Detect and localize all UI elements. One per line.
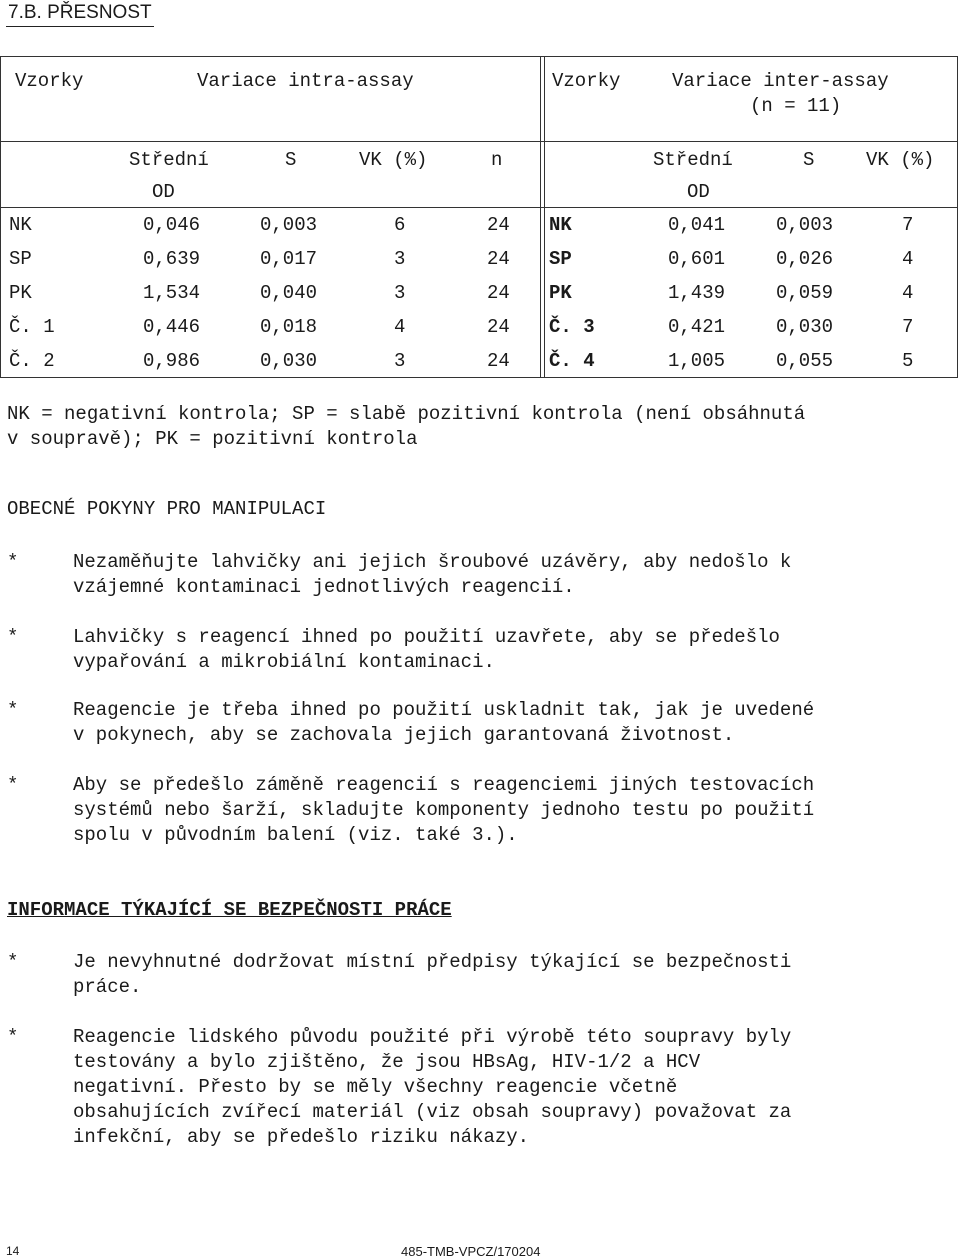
intra-sample: NK xyxy=(9,214,32,236)
inter-s-value: 0,026 xyxy=(776,248,834,270)
legend-line: NK = negativní kontrola; SP = slabě pozitivní kontrola (není obsáhnutá xyxy=(7,403,806,425)
text-line: Reagencie lidského původu použité při výrobě této soupravy byly xyxy=(73,1026,792,1048)
inter-mean-header: Střední xyxy=(653,149,733,171)
intra-s-value: 0,018 xyxy=(260,316,318,338)
intra-n-value: 24 xyxy=(487,214,510,236)
safety-item-text xyxy=(73,950,953,1000)
text-line: Reagencie je třeba ihned po použití uskladnit tak, jak je uvedené xyxy=(73,699,815,721)
safety-item xyxy=(0,950,960,1000)
intra-sample: SP xyxy=(9,248,32,270)
intra-mean-unit: OD xyxy=(152,181,175,203)
inter-s-value: 0,055 xyxy=(776,350,834,372)
intra-mean-value: 0,639 xyxy=(143,248,201,270)
intra-s-value: 0,003 xyxy=(260,214,318,236)
inter-vk-value: 5 xyxy=(902,350,914,372)
text-line: práce. xyxy=(73,976,142,998)
inter-mean-value: 0,601 xyxy=(668,248,726,270)
text-line: spolu v původním balení (viz. také 3.). xyxy=(73,824,518,846)
handling-item xyxy=(0,698,960,748)
text-line: infekční, aby se předešlo riziku nákazy. xyxy=(73,1126,530,1148)
inter-assay-n: (n = 11) xyxy=(750,95,842,117)
text-line: testovány a bylo zjištěno, že jsou HBsAg, HIV-1/2 a HCV xyxy=(73,1051,701,1073)
table-divider xyxy=(1,141,957,142)
right-samples-header: Vzorky xyxy=(552,70,621,92)
inter-vk-header: VK (%) xyxy=(866,149,935,171)
intra-mean-value: 0,986 xyxy=(143,350,201,372)
safety-item xyxy=(0,1025,960,1150)
text-line: v pokynech, aby se zachovala jejich garantovaná životnost. xyxy=(73,724,735,746)
intra-vk-value: 3 xyxy=(394,350,406,372)
intra-vk-value: 6 xyxy=(394,214,406,236)
text-line: vypařování a mikrobiální kontaminaci. xyxy=(73,651,495,673)
handling-item xyxy=(0,773,960,848)
intra-n-value: 24 xyxy=(487,248,510,270)
text-line: Lahvičky s reagencí ihned po použití uzavřete, aby se předešlo xyxy=(73,626,780,648)
bullet-symbol: * xyxy=(7,626,19,648)
intra-mean-value: 0,046 xyxy=(143,214,201,236)
bullet-symbol: * xyxy=(7,774,19,796)
handling-item-text xyxy=(73,625,953,675)
inter-sample: NK xyxy=(549,214,572,236)
intra-vk-value: 3 xyxy=(394,248,406,270)
handling-heading: OBECNÉ POKYNY PRO MANIPULACI xyxy=(7,498,327,520)
handling-item xyxy=(0,550,960,600)
inter-mean-unit: OD xyxy=(687,181,710,203)
handling-item-text xyxy=(73,550,953,600)
inter-vk-value: 4 xyxy=(902,248,914,270)
handling-item-text xyxy=(73,698,953,748)
text-line: Aby se předešlo záměně reagencií s reagenciemi jiných testovacích xyxy=(73,774,815,796)
inter-s-value: 0,059 xyxy=(776,282,834,304)
page-number: 14 xyxy=(6,1244,20,1258)
intra-s-value: 0,040 xyxy=(260,282,318,304)
inter-sample: Č. 4 xyxy=(549,350,595,372)
inter-mean-value: 1,005 xyxy=(668,350,726,372)
left-samples-header: Vzorky xyxy=(15,70,84,92)
intra-mean-value: 1,534 xyxy=(143,282,201,304)
inter-vk-value: 7 xyxy=(902,214,914,236)
table-divider xyxy=(1,207,957,208)
legend-line: v soupravě); PK = pozitivní kontrola xyxy=(7,428,418,450)
section-title: 7.B. PŘESNOST xyxy=(6,2,154,27)
bullet-symbol: * xyxy=(7,1026,19,1048)
table-divider xyxy=(540,57,541,377)
abbreviation-legend xyxy=(7,402,953,452)
document-code: 485-TMB-VPCZ/170204 xyxy=(401,1244,541,1259)
intra-sample: PK xyxy=(9,282,32,304)
intra-vk-header: VK (%) xyxy=(359,149,428,171)
intra-sample: Č. 2 xyxy=(9,350,55,372)
inter-sample: SP xyxy=(549,248,572,270)
intra-vk-value: 3 xyxy=(394,282,406,304)
inter-sample: Č. 3 xyxy=(549,316,595,338)
inter-sample: PK xyxy=(549,282,572,304)
inter-mean-value: 1,439 xyxy=(668,282,726,304)
inter-mean-value: 0,421 xyxy=(668,316,726,338)
intra-mean-header: Střední xyxy=(129,149,209,171)
precision-table xyxy=(0,56,958,378)
inter-s-value: 0,030 xyxy=(776,316,834,338)
inter-assay-header: Variace inter-assay xyxy=(672,70,889,92)
text-line: negativní. Přesto by se měly všechny reagencie včetně xyxy=(73,1076,678,1098)
intra-assay-header: Variace intra-assay xyxy=(197,70,414,92)
text-line: Je nevyhnutné dodržovat místní předpisy týkající se bezpečnosti xyxy=(73,951,792,973)
bullet-symbol: * xyxy=(7,699,19,721)
intra-s-value: 0,030 xyxy=(260,350,318,372)
intra-n-value: 24 xyxy=(487,282,510,304)
text-line: Nezaměňujte lahvičky ani jejich šroubové uzávěry, aby nedošlo k xyxy=(73,551,792,573)
intra-n-value: 24 xyxy=(487,350,510,372)
intra-sample: Č. 1 xyxy=(9,316,55,338)
intra-vk-value: 4 xyxy=(394,316,406,338)
inter-s-header: S xyxy=(803,149,815,171)
safety-heading: INFORMACE TÝKAJÍCÍ SE BEZPEČNOSTI PRÁCE xyxy=(7,899,452,921)
bullet-symbol: * xyxy=(7,551,19,573)
intra-s-header: S xyxy=(285,149,297,171)
intra-n-value: 24 xyxy=(487,316,510,338)
text-line: systémů nebo šarží, skladujte komponenty jednoho testu po použití xyxy=(73,799,815,821)
handling-item-text xyxy=(73,773,953,848)
handling-item xyxy=(0,625,960,675)
intra-n-header: n xyxy=(491,149,503,171)
inter-s-value: 0,003 xyxy=(776,214,834,236)
safety-item-text xyxy=(73,1025,953,1150)
intra-s-value: 0,017 xyxy=(260,248,318,270)
intra-mean-value: 0,446 xyxy=(143,316,201,338)
bullet-symbol: * xyxy=(7,951,19,973)
text-line: vzájemné kontaminaci jednotlivých reagencií. xyxy=(73,576,575,598)
inter-vk-value: 4 xyxy=(902,282,914,304)
inter-vk-value: 7 xyxy=(902,316,914,338)
inter-mean-value: 0,041 xyxy=(668,214,726,236)
text-line: obsahujících zvířecí materiál (viz obsah soupravy) považovat za xyxy=(73,1101,792,1123)
table-divider xyxy=(544,57,545,377)
